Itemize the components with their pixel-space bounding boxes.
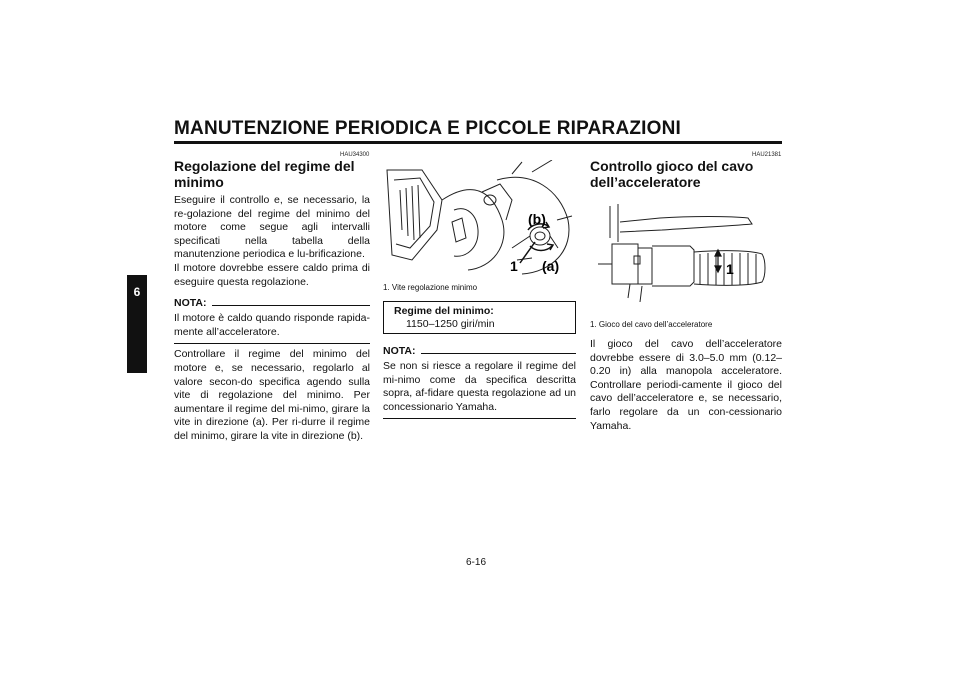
direction-b-label: (b) bbox=[528, 211, 546, 227]
nota-label bbox=[383, 345, 576, 357]
right-section-heading bbox=[590, 158, 782, 190]
left-section bbox=[174, 158, 370, 444]
section-code: HAU34300 bbox=[340, 152, 370, 158]
nota-label-text: NOTA: bbox=[383, 345, 416, 357]
intro-paragraph-2: Il motore dovrebbe essere caldo prima di eseguire questa regolazione. bbox=[174, 261, 370, 288]
intro-paragraph: Eseguire il controllo e, se necessario, la re-golazione del regime del minimo del motore come segue agli intervalli specificati nella tabella della manutenzione periodica e lu-brificazione. bbox=[174, 194, 370, 261]
chapter-tab: 6 bbox=[127, 275, 147, 373]
throttle-grip-illustration bbox=[590, 198, 782, 314]
section-heading bbox=[590, 158, 782, 190]
heading-line-2: dell’acceleratore bbox=[590, 174, 701, 190]
nota-label-text: NOTA: bbox=[174, 297, 207, 310]
middle-nota bbox=[383, 345, 576, 419]
section-heading bbox=[174, 158, 370, 190]
nota-end-rule bbox=[383, 418, 576, 419]
title-rule bbox=[174, 141, 782, 144]
nota-text: Se non si riesce a regolare il regime del mi-nimo come da specifica descritta sopra, af-fidare questa regolazione ad un concessionario Yamaha. bbox=[383, 360, 576, 413]
heading-line-1: Regolazione del regime del bbox=[174, 158, 355, 174]
spec-box bbox=[383, 301, 576, 334]
spec-title: Regime del minimo: bbox=[394, 305, 494, 317]
heading-line-1: Controllo gioco del cavo bbox=[590, 158, 754, 174]
spec-value: 1150–1250 giri/min bbox=[406, 318, 495, 330]
figure-caption: 1. Gioco del cavo dell’acceleratore bbox=[590, 320, 713, 329]
page-number: 6-16 bbox=[466, 557, 487, 568]
body-text: Il gioco del cavo dell’acceleratore dovrebbe essere di 3.0–5.0 mm (0.12–0.20 in) alla manopola acceleratore. Controllare periodi-camente il gioco del cavo dell’acceleratore e, se necessario, farlo regolare da un con-cessionario Yamaha. bbox=[590, 338, 782, 432]
nota-label bbox=[174, 297, 370, 309]
figure-caption: 1. Vite regolazione minimo bbox=[383, 283, 478, 292]
heading-line-2: minimo bbox=[174, 174, 224, 190]
intro-text bbox=[174, 194, 370, 289]
callout-number: 1 bbox=[510, 258, 518, 274]
section-code: HAU21381 bbox=[752, 152, 782, 158]
nota-text: Il motore è caldo quando risponde rapida-mente all’acceleratore. bbox=[174, 312, 370, 338]
callout-number: 1 bbox=[726, 261, 734, 277]
idle-screw-illustration bbox=[382, 160, 578, 278]
direction-a-label: (a) bbox=[542, 258, 560, 274]
nota-end-rule bbox=[174, 343, 370, 344]
page-title: MANUTENZIONE PERIODICA E PICCOLE RIPARAZIONI bbox=[174, 118, 682, 139]
body-text: Controllare il regime del minimo del motore e, se necessario, regolarlo al valore secon-do specifica agendo sulla vite di regolazione del minimo. Per aumentare il regime del mi-nimo, girare la vite in direzione (a). Per ri-durre il regime del minimo, girare la vite in direzione (b). bbox=[174, 348, 370, 442]
